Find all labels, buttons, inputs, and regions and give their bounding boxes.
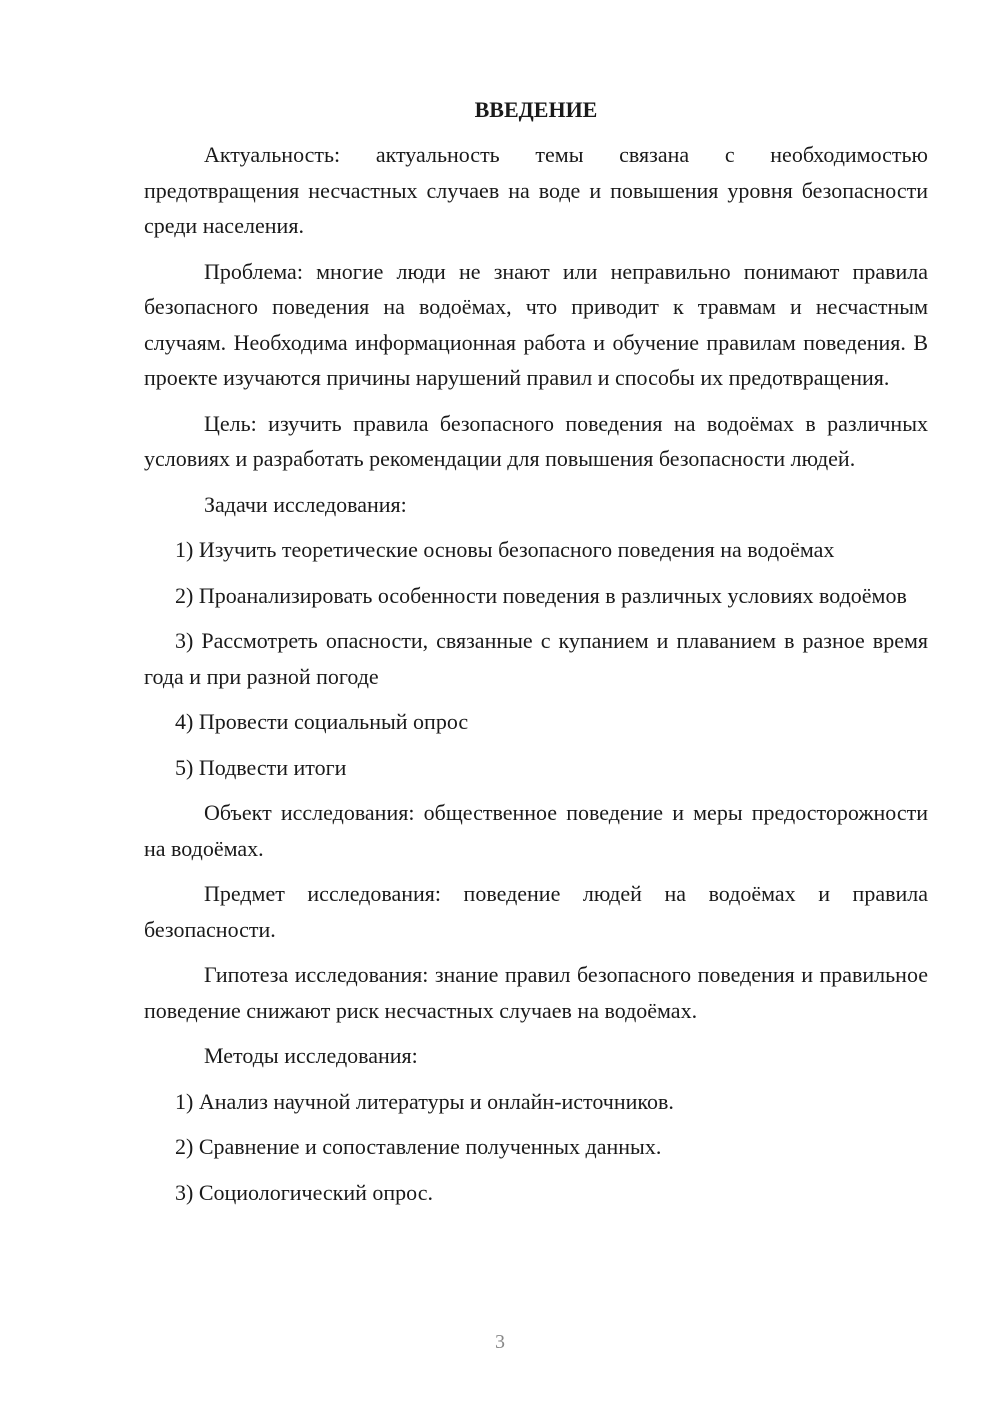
tasks-heading: Задачи исследования:: [204, 491, 407, 517]
task-item: 5) Подвести итоги: [175, 754, 347, 780]
task-item: 3) Рассмотреть опасности, связанные с купанием и плаванием в разное время года и при разной погоде: [144, 628, 928, 689]
task-item: 2) Проанализировать особенности поведения в различных условиях водоёмов: [175, 582, 907, 608]
task-item: 4) Провести социальный опрос: [175, 709, 469, 734]
relevance-paragraph: Актуальность: актуальность темы связана с необходимостью предотвращения несчастных случаев на воде и повышения уровня безопасности среди населения.: [144, 142, 928, 238]
page-content: [144, 92, 928, 1220]
hypothesis-paragraph: Гипотеза исследования: знание правил безопасного поведения и правильное поведение снижают риск несчастных случаев на водоёмах.: [144, 962, 928, 1023]
method-item: 2) Сравнение и сопоставление полученных данных.: [175, 1134, 662, 1159]
page-number: 3: [495, 1331, 505, 1353]
method-item: 1) Анализ научной литературы и онлайн-источников.: [175, 1088, 674, 1114]
section-title: ВВЕДЕНИЕ: [474, 97, 598, 122]
problem-paragraph: Проблема: многие люди не знают или неправильно понимают правила безопасного поведения на водоёмах, что приводит к травмам и несчастным случаям. Необходима информационная работа и обучение правилам поведения. В проекте изучаются причины нарушений правил и способы их предотвращения.: [144, 258, 928, 390]
subject-paragraph: Предмет исследования: поведение людей на водоёмах и правила безопасности.: [144, 881, 928, 942]
goal-paragraph: Цель: изучить правила безопасного поведения на водоёмах в различных условиях и разработать рекомендации для повышения безопасности людей.: [144, 410, 928, 471]
task-item: 1) Изучить теоретические основы безопасного поведения на водоёмах: [175, 537, 835, 562]
object-paragraph: Объект исследования: общественное поведение и меры предосторожности на водоёмах.: [144, 800, 928, 861]
methods-heading: Методы исследования:: [204, 1043, 418, 1068]
method-item: 3) Социологический опрос.: [175, 1179, 433, 1205]
